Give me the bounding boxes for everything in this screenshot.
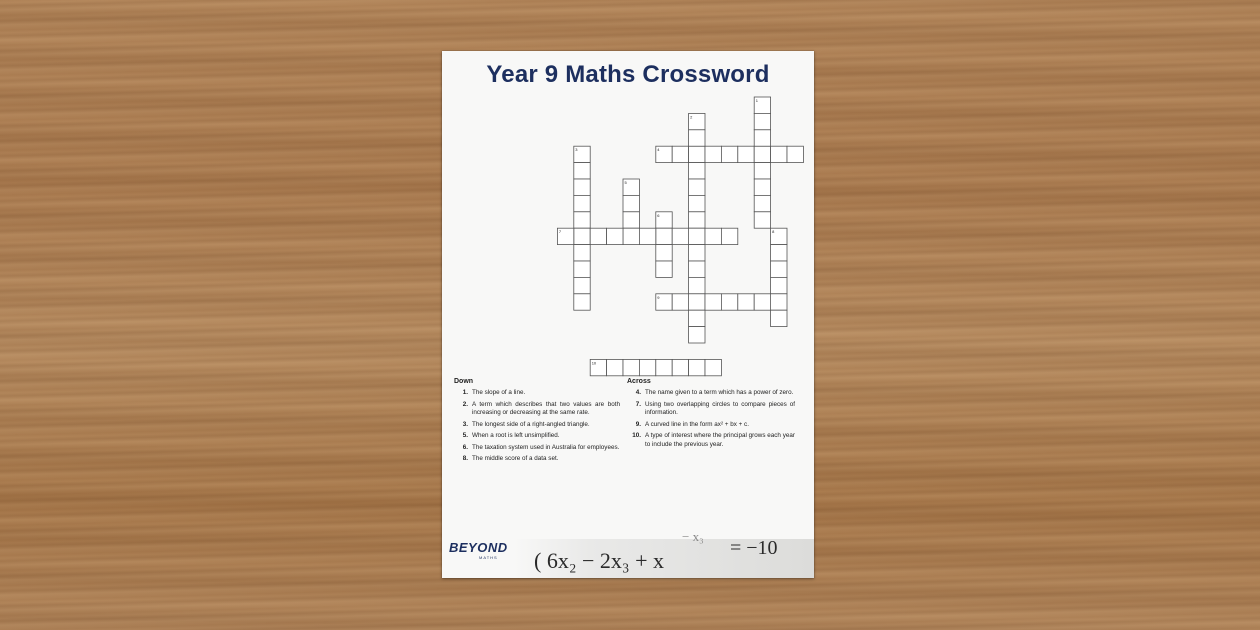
across-heading: Across xyxy=(627,378,651,385)
crossword-cell[interactable] xyxy=(771,146,787,162)
crossword-cell[interactable] xyxy=(574,163,590,179)
crossword-cell[interactable] xyxy=(623,359,639,375)
crossword-grid xyxy=(442,51,814,371)
across-clue: 4. The name given to a term which has a power of zero. xyxy=(635,389,794,397)
clue-number: 9 xyxy=(657,294,660,300)
down-clue: 2. A term which describes that two values are both increasing or decreasing at the same rate. xyxy=(462,400,620,417)
crossword-cell[interactable] xyxy=(771,310,787,326)
crossword-cell[interactable] xyxy=(689,195,705,211)
down-clue: 1. The slope of a line. xyxy=(462,389,526,397)
clue-number: 7 xyxy=(558,229,562,235)
crossword-cell[interactable] xyxy=(590,228,606,244)
crossword-cell[interactable] xyxy=(705,228,721,244)
crossword-cell[interactable] xyxy=(607,228,623,244)
crossword-cell[interactable] xyxy=(754,212,770,228)
down-clue: 3. The longest side of a right-angled triangle. xyxy=(462,420,590,428)
crossword-cell[interactable] xyxy=(574,212,590,228)
crossword-cell[interactable] xyxy=(771,245,787,261)
clue-number: 10 xyxy=(591,360,597,366)
crossword-cell[interactable] xyxy=(689,261,705,277)
crossword-cell[interactable] xyxy=(689,146,705,162)
crossword-cell[interactable] xyxy=(672,359,688,375)
down-clue: 8. The middle score of a data set. xyxy=(462,455,559,463)
crossword-cell[interactable] xyxy=(623,212,639,228)
crossword-cell[interactable] xyxy=(689,163,705,179)
crossword-cell[interactable] xyxy=(672,146,688,162)
crossword-cell[interactable] xyxy=(689,294,705,310)
crossword-cell[interactable] xyxy=(656,359,672,375)
photo-equation-left: ( 6x₂ − 2x₃ + x xyxy=(534,548,664,573)
crossword-cell[interactable] xyxy=(656,228,672,244)
clue-number: 3 xyxy=(575,147,578,153)
crossword-cell[interactable] xyxy=(738,294,754,310)
crossword-cell[interactable] xyxy=(771,277,787,293)
crossword-cell[interactable] xyxy=(574,228,590,244)
across-clue: 10. A type of interest where the principal grows each year to include the previous year. xyxy=(632,432,795,448)
crossword-cell[interactable] xyxy=(639,228,655,244)
crossword-cell[interactable] xyxy=(607,359,623,375)
clue-number: 4 xyxy=(657,147,660,153)
logo-sub: MATHS xyxy=(479,555,498,560)
crossword-cell[interactable] xyxy=(623,228,639,244)
crossword-cell[interactable] xyxy=(721,294,737,310)
photo-equation-faded: − x₃ xyxy=(682,529,704,544)
crossword-cell[interactable] xyxy=(738,146,754,162)
logo-brand: BEYOND xyxy=(449,540,508,555)
down-clue: 5. When a root is left unsimplified. xyxy=(462,432,560,440)
clue-number: 6 xyxy=(657,212,660,218)
crossword-cell[interactable] xyxy=(754,146,770,162)
down-clues xyxy=(454,377,620,467)
down-clue: 6. The taxation system used in Australia for employees. xyxy=(462,443,620,451)
clue-number: 8 xyxy=(772,229,775,235)
crossword-cell[interactable] xyxy=(689,327,705,343)
crossword-cell[interactable] xyxy=(672,228,688,244)
crossword-cell[interactable] xyxy=(689,245,705,261)
beyond-maths-logo xyxy=(449,539,508,560)
crossword-cell[interactable] xyxy=(689,212,705,228)
crossword-cell[interactable] xyxy=(754,130,770,146)
equation-photo-strip xyxy=(514,529,814,578)
crossword-cell[interactable] xyxy=(754,294,770,310)
across-clue: 9. A curved line in the form ax² + bx + c. xyxy=(635,420,749,428)
crossword-cell[interactable] xyxy=(721,146,737,162)
crossword-cell[interactable] xyxy=(574,245,590,261)
crossword-cell[interactable] xyxy=(754,113,770,129)
crossword-cell[interactable] xyxy=(574,277,590,293)
across-clues xyxy=(627,377,795,452)
clue-number: 2 xyxy=(690,114,693,120)
photo-equation-right: = −10 xyxy=(730,537,778,559)
crossword-cell[interactable] xyxy=(689,310,705,326)
crossword-cell[interactable] xyxy=(689,130,705,146)
crossword-cell[interactable] xyxy=(574,179,590,195)
crossword-cell[interactable] xyxy=(689,359,705,375)
crossword-worksheet xyxy=(442,51,814,578)
crossword-cell[interactable] xyxy=(689,277,705,293)
clue-number: 1 xyxy=(755,98,758,103)
worksheet-title: Year 9 Maths Crossword xyxy=(486,61,770,88)
across-clue: 7. Using two overlapping circles to compare pieces of information. xyxy=(635,400,795,417)
crossword-cell[interactable] xyxy=(787,146,803,162)
crossword-cell[interactable] xyxy=(689,179,705,195)
crossword-cell[interactable] xyxy=(771,261,787,277)
crossword-cell[interactable] xyxy=(705,359,721,375)
crossword-cell[interactable] xyxy=(574,294,590,310)
crossword-cell[interactable] xyxy=(754,163,770,179)
down-heading: Down xyxy=(454,378,474,385)
crossword-cell[interactable] xyxy=(656,245,672,261)
crossword-cell[interactable] xyxy=(689,228,705,244)
crossword-cell[interactable] xyxy=(672,294,688,310)
crossword-cell[interactable] xyxy=(754,195,770,211)
crossword-cell[interactable] xyxy=(639,359,655,375)
crossword-cell[interactable] xyxy=(623,195,639,211)
clue-number: 5 xyxy=(624,180,627,185)
crossword-cell[interactable] xyxy=(705,294,721,310)
crossword-cell[interactable] xyxy=(656,261,672,277)
crossword-cell[interactable] xyxy=(771,294,787,310)
crossword-cell[interactable] xyxy=(574,261,590,277)
crossword-cell[interactable] xyxy=(705,146,721,162)
crossword-cell[interactable] xyxy=(721,228,737,244)
crossword-cell[interactable] xyxy=(574,195,590,211)
crossword-cell[interactable] xyxy=(754,179,770,195)
